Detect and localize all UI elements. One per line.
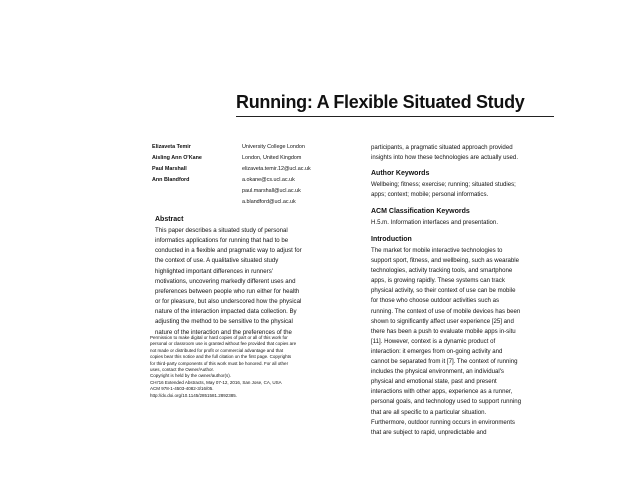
permission-line: personal or classroom use is granted without fee provided that copies are <box>150 341 297 347</box>
abstract-line: preferences between people who run either for health <box>155 287 300 295</box>
doi-line: http://dx.doi.org/10.1145/2851581.2892385. <box>150 392 237 398</box>
author-email: elizaveta.temir.12@ucl.ac.uk <box>242 166 311 172</box>
permission-notice <box>150 335 350 399</box>
intro-line: Furthermore, outdoor running occurs in environments <box>371 418 515 426</box>
intro-line: interaction: it emerges from on-going activity and <box>371 347 503 355</box>
intro-line: running. The context of use of mobile devices has been <box>371 307 521 315</box>
permission-line: copies bear this notice and the full citation on the first page. Copyrights <box>150 354 292 360</box>
abstract-line: informatics applications for running that had to be <box>155 237 289 245</box>
body-line: participants, a pragmatic situated approach provided <box>371 144 513 151</box>
intro-line: includes the physical environment, an individual's <box>371 368 504 376</box>
author-keywords-section <box>371 170 567 200</box>
intro-line: for those who choose outdoor activities such as <box>371 297 500 305</box>
introduction-text <box>371 246 567 438</box>
author-name: Ann Blandford <box>152 177 190 183</box>
author-email: paul.marshall@ucl.ac.uk <box>242 188 301 194</box>
keywords-line: apps; context; mobile; personal informatics. <box>371 191 489 199</box>
acm-text <box>371 218 567 228</box>
permission-line: uses, contact the Owner/Author. <box>150 367 215 373</box>
intro-line: physical activity, so their context of use can be mobile <box>371 287 516 295</box>
permission-line: for third-party components of this work must be honored. For all other <box>150 360 289 366</box>
paper-title: Running: A Flexible Situated Study <box>236 92 525 112</box>
intro-line: support sport, fitness, and wellbeing, such as wearable <box>371 257 520 265</box>
abstract-line: highlighted important differences in runners' <box>155 267 273 275</box>
abstract-heading: Abstract <box>155 216 184 223</box>
author-affiliation: University College London <box>242 144 305 150</box>
abstract-line: motivations, uncovering markedly different uses and <box>155 277 296 285</box>
intro-line: personal goals, and technology used to support running <box>371 398 522 406</box>
intro-line: [11]. However, context is a dynamic product of <box>371 337 496 345</box>
keywords-line: Wellbeing; fitness; exercise; running; situated studies; <box>371 181 516 188</box>
intro-line: interactions with other apps, experience as a runner, <box>371 388 513 396</box>
keywords-text <box>371 180 567 200</box>
copyright-line: Copyright is held by the owner/author(s). <box>150 373 232 379</box>
abstract-continuation <box>371 143 567 163</box>
author-email: a.blandford@ucl.ac.uk <box>242 199 296 205</box>
intro-line: shown to significantly affect user experience [25] and <box>371 317 514 325</box>
abstract-text <box>155 226 347 338</box>
intro-line: apps, is growing rapidly. These systems can track <box>371 277 505 285</box>
author-row <box>152 188 352 198</box>
keywords-heading: Author Keywords <box>371 170 430 177</box>
abstract-line: nature of the interaction impacted data collection. By <box>155 308 297 316</box>
abstract-line: the context of use. A qualitative situated study <box>155 257 279 265</box>
author-name: Aisling Ann O'Kane <box>152 155 202 161</box>
abstract-line: conducted in a flexible and pragmatic way to adjust for <box>155 247 302 255</box>
left-column <box>155 216 347 338</box>
conference-line: CHI'16 Extended Abstracts, May 07-12, 2016, San Jose, CA, USA <box>150 379 282 385</box>
author-row <box>152 144 352 154</box>
intro-line: The market for mobile interactive technologies to <box>371 247 503 254</box>
intro-line: that are subject to rapid, unpredictable and <box>371 428 487 436</box>
author-row <box>152 199 352 209</box>
intro-line: physical and emotional state, past and present <box>371 378 497 386</box>
acm-classification-section <box>371 208 567 228</box>
permission-line: Permission to make digital or hard copies of part or all of this work for <box>150 335 288 340</box>
author-name: Elizaveta Temir <box>152 144 191 150</box>
abstract-line: or for pleasure, but also underscored how the physical <box>155 298 302 306</box>
abstract-line: adjusting the method to be sensitive to the physical <box>155 318 293 326</box>
author-name: Paul Marshall <box>152 166 187 172</box>
author-row <box>152 177 352 187</box>
author-email: a.okane@cs.ucl.ac.uk <box>242 177 295 183</box>
intro-line: cannot be separated from it [7]. The context of running <box>371 358 518 366</box>
introduction-heading: Introduction <box>371 236 412 243</box>
author-row <box>152 155 352 165</box>
intro-line: there has been a push to evaluate mobile apps in-situ <box>371 327 516 335</box>
introduction-section <box>371 236 567 438</box>
title-rule <box>236 116 554 117</box>
author-row <box>152 166 352 176</box>
acm-line: H.5.m. Information interfaces and presentation. <box>371 219 499 226</box>
abstract-line: nature of the interaction and the preferences of the <box>155 328 292 336</box>
permission-line: not made or distributed for profit or commercial advantage and that <box>150 347 284 353</box>
abstract-line: This paper describes a situated study of personal <box>155 227 288 234</box>
author-location: London, United Kingdom <box>242 155 302 161</box>
isbn-line: ACM 978-1-4503-4082-3/16/05. <box>150 386 214 392</box>
intro-line: technologies, activity tracking tools, and smartphone <box>371 267 513 275</box>
intro-line: that are all specific to a particular situation. <box>371 408 487 416</box>
acm-heading: ACM Classification Keywords <box>371 208 470 215</box>
body-line: insights into how these technologies are actually used. <box>371 154 519 162</box>
